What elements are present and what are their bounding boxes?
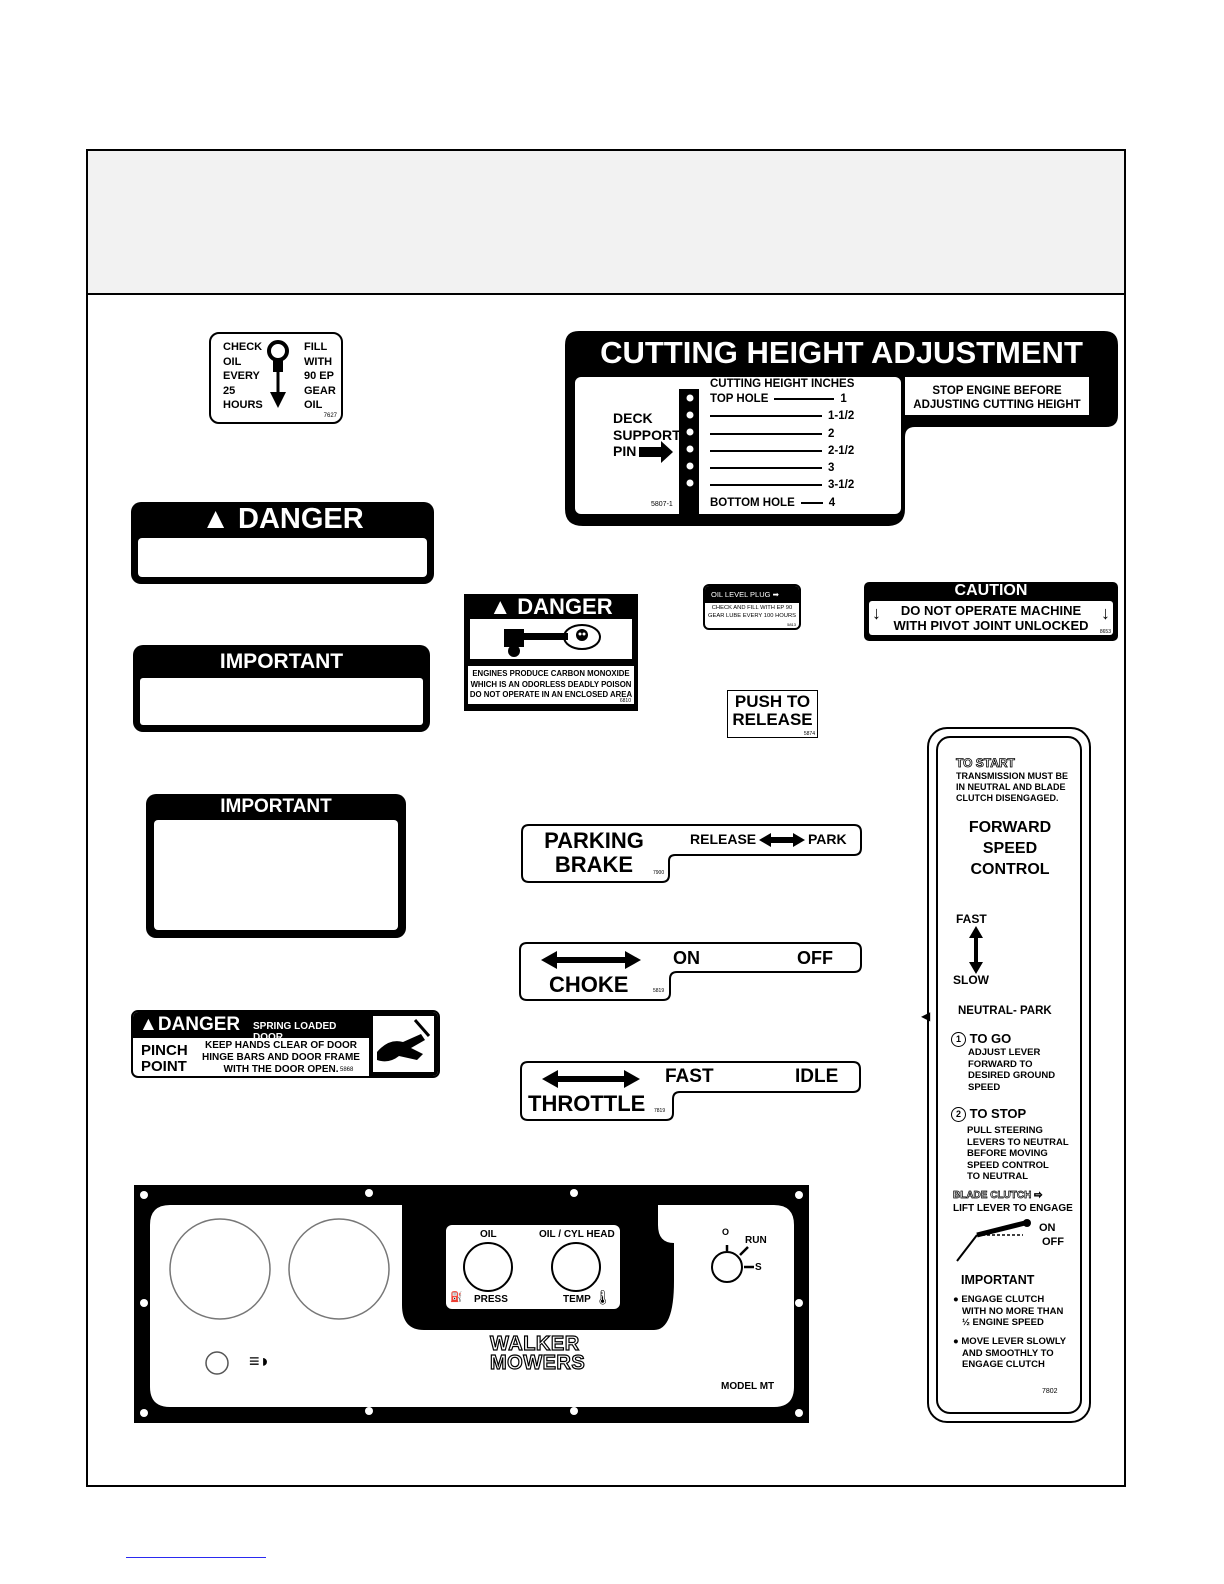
important-line: ENGAGE CLUTCH	[962, 1359, 1045, 1370]
lift-lever-label: LIFT LEVER TO ENGAGE	[953, 1203, 1073, 1214]
neutral-park-label: NEUTRAL- PARK	[958, 1005, 1052, 1017]
caution-pivot-decal	[864, 582, 1118, 641]
step-one-badge: 1	[951, 1032, 966, 1047]
oil-level-line: GEAR LUBE EVERY 100 HOURS	[707, 612, 797, 619]
part-number: 8647	[409, 569, 423, 575]
go-line: DESIRED GROUND	[968, 1070, 1056, 1081]
press-label: PRESS	[474, 1294, 508, 1305]
oil-gauge-label: OIL	[480, 1229, 497, 1240]
oil-check-left	[223, 340, 263, 413]
throttle-decal	[520, 1061, 861, 1122]
deck-label-line: SUPPORT	[613, 426, 681, 443]
important-text-2	[953, 1336, 1066, 1371]
danger-door-subtitle: SPRING LOADED DOOR	[253, 1021, 337, 1043]
cutting-height-inches-header: CUTTING HEIGHT INCHES	[710, 378, 855, 390]
throttle-title: THROTTLE	[528, 1091, 646, 1116]
fast-label: FAST	[956, 912, 987, 926]
height-value: 1	[840, 393, 847, 405]
cutting-height-decal	[565, 331, 1118, 526]
important-line: ● MOVE LEVER SLOWLY	[953, 1336, 1067, 1347]
arrow-down-icon: ↓	[1101, 603, 1110, 623]
part-number: 7802	[1042, 1388, 1058, 1395]
start-line: TRANSMISSION MUST BE	[956, 771, 1069, 781]
cutting-height-title: CUTTING HEIGHT ADJUSTMENT	[600, 335, 1083, 370]
stop-line: BEFORE MOVING	[967, 1148, 1048, 1159]
oil-level-plug-header	[705, 586, 799, 603]
cutting-height-table	[710, 391, 854, 512]
key-run-label: RUN	[745, 1235, 767, 1246]
height-row	[710, 443, 854, 460]
danger-label: DANGER	[517, 594, 613, 619]
parking-brake-decal	[521, 824, 862, 884]
blade-clutch-heading	[953, 1190, 1043, 1201]
oil-check-left-line: CHECK	[223, 341, 263, 353]
part-number: 7900	[653, 870, 665, 876]
cutting-height-caution-text	[905, 384, 1089, 412]
height-row	[710, 408, 854, 425]
part-number: 6810	[619, 698, 631, 704]
danger-tilt-decal	[131, 502, 434, 584]
stop-line: PULL STEERING	[967, 1125, 1043, 1136]
danger-tilt-title	[131, 503, 434, 536]
model-label: MODEL MT	[721, 1381, 775, 1392]
part-number: 5874	[803, 731, 815, 737]
to-stop-text	[967, 1125, 1069, 1183]
throttle-idle-label: IDLE	[795, 1066, 839, 1087]
choke-title: CHOKE	[549, 972, 629, 997]
pinch-line: PINCH	[141, 1042, 188, 1059]
to-stop-heading	[951, 1106, 1026, 1122]
height-value: 2	[828, 427, 835, 440]
part-number: 5868	[340, 1067, 354, 1073]
hand-pinch-pictogram	[369, 1012, 438, 1076]
part-number: 5860	[408, 718, 420, 724]
danger-tilt-body	[138, 538, 427, 577]
important-torque-decal	[133, 645, 430, 732]
oil-check-left-line: OIL	[223, 355, 242, 368]
double-arrow-vertical-icon	[969, 926, 983, 974]
start-line: IN NEUTRAL AND BLADE	[956, 782, 1066, 792]
important-line: SPRINGTIME), INSIDE BLOWER HOUSING MAY	[167, 836, 385, 848]
oil-check-decal	[209, 332, 343, 424]
caution-line: ADJUSTING CUTTING HEIGHT	[913, 399, 1081, 411]
oil-level-plug-title: OIL LEVEL PLUG	[711, 590, 771, 599]
part-number: 5819	[378, 919, 394, 926]
part-number: 7819	[654, 1108, 666, 1114]
important-text-1	[953, 1294, 1063, 1329]
stop-line: LEVERS TO NEUTRAL	[967, 1136, 1069, 1148]
height-row	[710, 495, 854, 512]
to-stop-label: TO STOP	[969, 1106, 1027, 1121]
oil-cyl-head-label: OIL / CYL HEAD	[539, 1229, 615, 1240]
logo-bottom: MOWERS	[490, 1352, 586, 1374]
oil-check-right-line: FILL	[304, 341, 328, 353]
danger-door-header	[133, 1012, 369, 1043]
danger-line: KEEP HANDS CLEAR OF DOOR	[204, 1040, 358, 1051]
oil-can-icon: ⛽	[450, 1292, 463, 1303]
parking-brake-title-line: BRAKE	[554, 852, 634, 877]
start-line: CLUTCH DISENGAGED.	[956, 793, 1059, 803]
speed-title-line: CONTROL	[970, 861, 1050, 878]
oil-check-left-line: 25	[223, 384, 236, 397]
caution-pivot-text	[869, 601, 1113, 633]
height-value: 3-1/2	[828, 479, 855, 492]
park-label: PARK	[808, 831, 847, 847]
caution-pivot-title: CAUTION	[954, 582, 1028, 599]
key-start-label: S	[755, 1262, 762, 1273]
clutch-lever-icon	[953, 1219, 1033, 1265]
danger-line: ENGINES PRODUCE CARBON MONOXIDE	[472, 669, 630, 678]
to-start-heading: TO START	[956, 756, 1015, 770]
pointer-left-icon: ◀	[921, 1009, 931, 1023]
oil-check-right	[304, 340, 336, 413]
height-row	[710, 391, 854, 408]
push-release-line: PUSH TO	[734, 692, 811, 711]
important-line: WHEN GRASS IS DIRTY AND DAMP (ESPECIALLY	[161, 825, 391, 836]
oil-level-plug-text	[705, 605, 799, 620]
warning-triangle-icon: ▲	[201, 503, 230, 535]
danger-co-body	[468, 666, 634, 704]
footer-link-underline	[126, 1557, 266, 1558]
danger-line: DO NOT OPERATE MOWER WITH	[158, 540, 407, 557]
blade-clutch-label: BLADE CLUTCH	[953, 1190, 1032, 1201]
part-number: 5819	[653, 988, 665, 994]
warning-triangle-icon: ▲	[967, 369, 978, 380]
speed-control-title	[939, 817, 1081, 880]
choke-off-label: OFF	[797, 948, 833, 968]
speed-title-line: FORWARD	[968, 819, 1052, 836]
go-line: ADJUST LEVER	[968, 1047, 1041, 1058]
important-heading: IMPORTANT	[961, 1273, 1035, 1287]
speed-control-decal	[921, 727, 1091, 1423]
oil-check-left-line: HOURS	[223, 399, 263, 412]
release-label: RELEASE	[690, 831, 757, 847]
danger-label: DANGER	[157, 1014, 241, 1035]
important-blower-text	[154, 820, 398, 918]
engine-exhaust-pictogram	[470, 619, 632, 659]
danger-door-decal	[131, 1010, 440, 1078]
cutting-height-caution-label	[905, 369, 1089, 380]
go-line: FORWARD TO	[968, 1058, 1033, 1070]
dash-panel-shape	[134, 1185, 809, 1423]
important-torque-text	[140, 678, 423, 719]
choke-decal	[519, 942, 862, 1002]
deck-label-line: PIN	[613, 443, 637, 459]
to-go-text	[968, 1047, 1055, 1093]
important-line: ACCUMULATE A DEPOSIT OF DIRT, CAUSING	[170, 848, 382, 860]
engine-skull-icon	[470, 619, 632, 659]
key-off-label: O	[722, 1227, 730, 1237]
height-value: 1-1/2	[828, 410, 855, 423]
go-line: SPEED	[968, 1081, 1001, 1093]
warning-triangle-icon: ▲	[489, 594, 512, 619]
walker-logo	[476, 1335, 594, 1373]
speed-title-line: SPEED	[982, 840, 1038, 857]
important-line: UNDER THESE CONDITIONS, CHECK BLOWER	[167, 871, 385, 883]
oil-check-right-line: 90 EP	[304, 370, 334, 383]
parking-brake-title-line: PARKING	[544, 828, 644, 853]
caution-line: WITH PIVOT JOINT UNLOCKED	[893, 618, 1089, 633]
push-release-line: RELEASE	[732, 710, 813, 729]
logo-top: WALKER	[490, 1333, 580, 1355]
thermometer-icon: 🌡	[594, 1289, 612, 1305]
important-blower-title: IMPORTANT	[220, 796, 332, 817]
step-two-badge: 2	[951, 1107, 966, 1122]
stop-line: SPEED CONTROL	[967, 1159, 1049, 1171]
important-torque-title: IMPORTANT	[219, 650, 344, 673]
dipstick-icon	[264, 340, 292, 412]
danger-co-title	[464, 594, 638, 620]
danger-line: WHICH IS AN ODORLESS DEADLY POISON	[470, 679, 632, 689]
danger-tilt-text	[138, 538, 427, 576]
part-number: 5813	[787, 622, 796, 627]
pinch-line: POINT	[141, 1058, 187, 1075]
important-line: WHEEL FREQUENTLY FOR BINDING AND USE	[169, 882, 383, 894]
caution-pivot-body	[869, 601, 1113, 635]
warning-triangle-icon: ▲	[139, 1014, 158, 1035]
to-go-label: TO GO	[969, 1031, 1012, 1046]
danger-line: HINGE BARS AND DOOR FRAME	[202, 1052, 360, 1063]
important-line: BLOWER WHEEL MUST SPIN FREELY.	[188, 906, 364, 918]
caution-line: DO NOT OPERATE MACHINE	[900, 603, 1082, 618]
important-line: ½ ENGINE SPEED	[962, 1317, 1044, 1328]
important-line: PRESSURE WASHER TO CLEAN DEPOSITS--	[172, 894, 380, 906]
height-row	[710, 426, 854, 443]
important-line: TIGHTEN BLADE MOUNTING NUTS TO 60 FT-LBS.	[166, 681, 397, 692]
oil-check-right-line: OIL	[304, 399, 323, 412]
to-go-heading	[951, 1031, 1011, 1047]
height-value: 3	[828, 462, 835, 475]
oil-level-line: CHECK AND FILL WITH EP 90	[711, 605, 793, 611]
caution-line: STOP ENGINE BEFORE	[932, 385, 1062, 397]
important-line-text: MOVE LEVER SLOWLY	[961, 1336, 1067, 1347]
danger-co-decal	[464, 594, 638, 711]
arrow-right-icon: ⇨	[1034, 1190, 1043, 1201]
height-value: 4	[828, 496, 836, 509]
part-number: 8653	[1099, 629, 1111, 635]
important-line: AND SMOOTHLY TO	[962, 1347, 1054, 1359]
headlight-icon: ≡◗	[249, 1351, 271, 1371]
stop-line: TO NEUTRAL	[967, 1171, 1029, 1182]
arrow-down-icon: ↓	[872, 603, 881, 623]
danger-line: DO NOT OPERATE IN AN ENCLOSED AREA	[469, 690, 633, 699]
oil-check-right-line: GEAR	[304, 384, 336, 397]
to-start-text	[956, 771, 1068, 804]
important-line: SHOCK LOAD PROTECTION. USE TORQUE WRENCH.	[157, 706, 406, 717]
arrow-right-icon: ➡	[772, 590, 779, 599]
important-line: WEAR AND BINDING OF BLOWER WHEEL.	[177, 859, 375, 871]
clutch-on-label: ON	[1039, 1222, 1056, 1234]
hand-pinch-icon	[369, 1012, 438, 1076]
dash-panel	[134, 1185, 809, 1423]
throttle-fast-label: FAST	[665, 1066, 714, 1087]
slow-label: SLOW	[953, 973, 989, 987]
height-row	[710, 477, 854, 494]
bottom-hole-label: BOTTOM HOLE	[710, 496, 795, 509]
important-line: DO NOT UNDERTORQUE OR OVERTORQUE FOR PROPER	[147, 693, 416, 705]
push-release-text	[728, 691, 817, 729]
important-line-text: ENGAGE CLUTCH	[961, 1294, 1045, 1305]
choke-on-label: ON	[673, 948, 700, 968]
part-number: 7627	[323, 413, 337, 419]
caution-label: CAUTION	[980, 369, 1027, 380]
top-hole-label: TOP HOLE	[710, 393, 769, 405]
important-blower-body	[154, 820, 398, 930]
danger-door-title	[139, 1014, 240, 1036]
danger-line: DECK IN TILT-UP POSITION	[180, 558, 385, 575]
height-value: 2-1/2	[828, 444, 855, 457]
parking-brake-title	[529, 829, 659, 877]
pinch-point-label	[141, 1043, 188, 1075]
deck-label-line: DECK	[613, 410, 653, 426]
important-blower-decal	[146, 794, 406, 938]
danger-co-text	[468, 666, 634, 701]
part-number: 5807-1	[651, 501, 673, 508]
header-band	[88, 151, 1124, 295]
danger-line: WITH THE DOOR OPEN.	[223, 1064, 339, 1075]
deck-support-pin-label	[613, 410, 681, 460]
push-release-decal	[727, 690, 818, 738]
oil-check-left-line: EVERY	[223, 370, 260, 383]
important-line: ● ENGAGE CLUTCH	[953, 1294, 1045, 1305]
oil-level-plug-decal	[703, 584, 801, 630]
height-row	[710, 460, 854, 477]
important-torque-body	[140, 678, 423, 725]
important-line: WITH NO MORE THAN	[962, 1305, 1064, 1317]
temp-label: TEMP	[563, 1294, 591, 1305]
clutch-off-label: OFF	[1042, 1236, 1064, 1248]
oil-check-right-line: WITH	[304, 355, 333, 368]
danger-label: DANGER	[238, 503, 364, 535]
